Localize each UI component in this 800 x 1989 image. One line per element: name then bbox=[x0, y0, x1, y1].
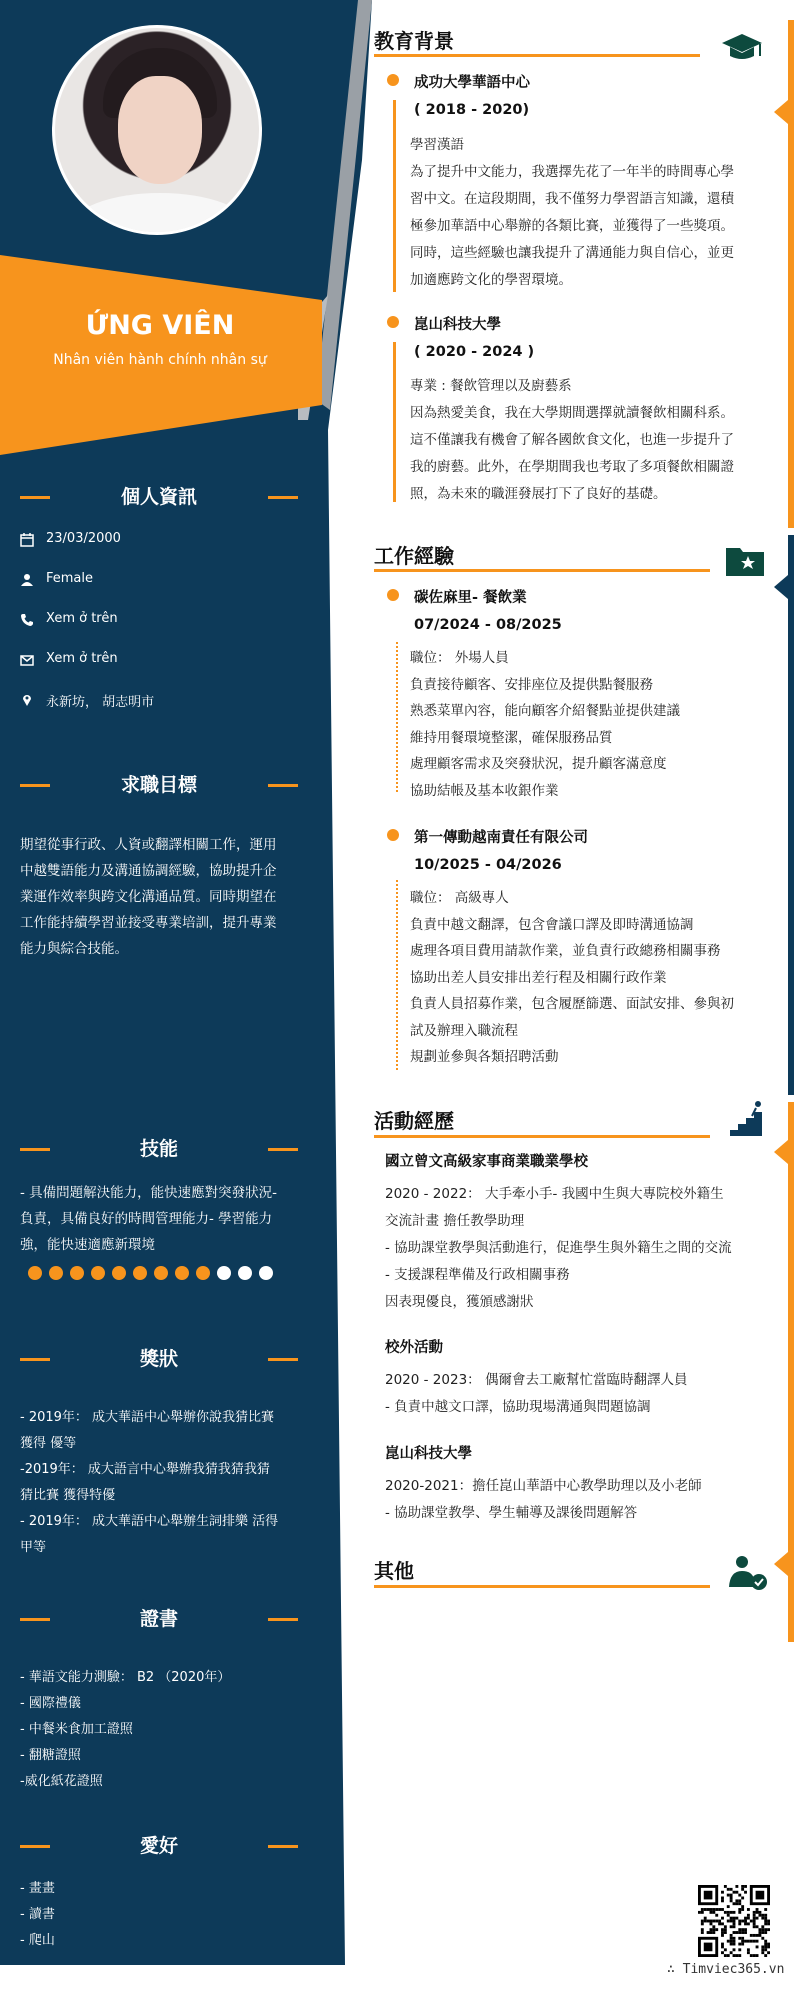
experience-bullet bbox=[387, 829, 399, 841]
education-underline bbox=[374, 54, 700, 57]
experience-duties: 職位： 外場人員 負責接待顧客、安排座位及提供點餐服務 熟悉菜單內容，能向顧客介紹餐點並提供建議 維持用餐環境整潔，確保服務品質 處理顧客需求及突發狀況，提升顧客滿意度 協助結帳及基本收銀作業 bbox=[410, 650, 680, 799]
activities-heading: 活動經歷 bbox=[374, 1109, 454, 1133]
edge-bar-activities bbox=[788, 1102, 794, 1642]
edge-bar-experience bbox=[788, 535, 794, 1095]
folder-star-icon bbox=[724, 540, 768, 580]
education-description: 學習漢語 為了提升中文能力，我選擇先花了一年半的時間專心學 習中文。在這段期間，我不僅努力學習語言知識，還積 極參加華語中心舉辦的各類比賽，並獲得了一些獎項。 同時，這些經驗也讓我提升了溝通能力與自信心，並更 加適應跨文化的學習環境。 bbox=[410, 137, 734, 288]
edge-bar-education bbox=[788, 20, 794, 528]
skill-dot-filled bbox=[196, 1266, 210, 1280]
candidate-name: ỨNG VIÊN bbox=[85, 310, 235, 341]
skill-dot-empty bbox=[259, 1266, 273, 1280]
location-icon bbox=[20, 693, 34, 707]
activity-title: 國立曾文高級家事商業職業學校 bbox=[385, 1154, 588, 1170]
skill-dot-filled bbox=[49, 1266, 63, 1280]
candidate-title: Nhân viên hành chính nhân sự bbox=[53, 352, 267, 368]
awards-text: - 2019年： 成大華語中心舉辦你說我猜比賽 獲得 優等 -2019年： 成大語言中心舉辦我猜我猜我猜 猜比賽 獲得特優 - 2019年： 成大華語中心舉辦生詞排樂 活得 甲等 bbox=[20, 1410, 279, 1555]
education-bullet bbox=[387, 74, 399, 86]
objective-heading: 求職目標 bbox=[20, 770, 298, 800]
brand-text: Timviec365.vn bbox=[682, 1962, 785, 1977]
skill-dot-empty bbox=[217, 1266, 231, 1280]
user-check-icon bbox=[726, 1553, 770, 1593]
phone-icon bbox=[20, 613, 34, 627]
edge-notch bbox=[774, 1140, 788, 1164]
others-heading: 其他 bbox=[374, 1559, 414, 1583]
others-underline bbox=[374, 1585, 710, 1588]
objective-text: 期望從事行政、人資或翻譯相關工作，運用 中越雙語能力及溝通協調經驗，協助提升企 業運作效率與跨文化溝通品質。同時期望在 工作能持續學習並接受專業培訓，提升專業 能力與綜合技能。 bbox=[20, 837, 277, 957]
skill-dot-filled bbox=[91, 1266, 105, 1280]
activity-title: 崑山科技大學 bbox=[385, 1446, 472, 1462]
personal-info-heading: 個人資訊 bbox=[20, 482, 298, 512]
brand-footer: ∴ Timviec365.vn bbox=[667, 1962, 785, 1977]
experience-bullet bbox=[387, 589, 399, 601]
experience-underline bbox=[374, 569, 710, 572]
activity-description: 2020 - 2023： 偶爾會去工廠幫忙當臨時翻譯人員 - 負責中越文口譯，協助現場溝通與問題協調 bbox=[385, 1372, 688, 1415]
skills-heading: 技能 bbox=[20, 1134, 298, 1164]
skill-dot-filled bbox=[28, 1266, 42, 1280]
graduation-cap-icon bbox=[720, 28, 764, 68]
education-timeline bbox=[393, 100, 396, 292]
skill-dot-filled bbox=[70, 1266, 84, 1280]
education-heading: 教育背景 bbox=[374, 29, 454, 53]
skills-text: - 具備問題解決能力，能快速應對突發狀況- 負責，具備良好的時間管理能力- 學習能力 強，能快速適應新環境 bbox=[20, 1185, 278, 1253]
experience-duties: 職位： 高級專人 負責中越文翻譯，包含會議口譯及即時溝通協調 處理各項目費用請款作業，並負責行政總務相關事務 協助出差人員安排出差行程及相關行政作業 負責人員招募作業，包含履歷篩選、面試安排、參與初 試及辦理入職流程 規劃並參與各類招聘活動 bbox=[410, 890, 734, 1065]
experience-period: 07/2024 - 08/2025 bbox=[414, 617, 562, 633]
calendar-icon bbox=[20, 533, 34, 547]
awards-heading: 獎狀 bbox=[20, 1344, 298, 1374]
certificates-heading: 證書 bbox=[20, 1604, 298, 1634]
experience-company: 碳佐麻里- 餐飲業 bbox=[414, 590, 527, 606]
activity-description: 2020-2021：擔任崑山華語中心教學助理以及小老師 - 協助課堂教學、學生輔導及課後問題解答 bbox=[385, 1478, 702, 1521]
experience-timeline bbox=[396, 880, 398, 1070]
qr-code-icon bbox=[698, 1885, 770, 1957]
education-period: ( 2018 - 2020) bbox=[414, 102, 530, 118]
education-school: 成功大學華語中心 bbox=[414, 75, 530, 91]
skill-dot-filled bbox=[175, 1266, 189, 1280]
edge-notch bbox=[774, 100, 788, 124]
edge-notch bbox=[774, 575, 788, 599]
education-description: 專業 : 餐飲管理以及廚藝系 因為熱愛美食，我在大學期間選擇就讀餐飲相關科系。 這不僅讓我有機會了解各國飲食文化，也進一步提升了 我的廚藝。此外，在學期間我也考取了多項餐飲相關證 照，為未來的職涯發展打下了良好的基礎。 bbox=[410, 378, 734, 502]
activities-underline bbox=[374, 1135, 710, 1138]
education-bullet bbox=[387, 316, 399, 328]
experience-period: 10/2025 - 04/2026 bbox=[414, 857, 562, 873]
email-icon bbox=[20, 653, 34, 667]
education-school: 崑山科技大學 bbox=[414, 317, 501, 333]
hobbies-text: - 畫畫 - 讀書 - 爬山 bbox=[20, 1881, 55, 1948]
education-period: ( 2020 - 2024 ) bbox=[414, 344, 535, 360]
hobbies-heading: 愛好 bbox=[20, 1831, 298, 1861]
skill-dot-filled bbox=[154, 1266, 168, 1280]
education-timeline bbox=[393, 342, 396, 502]
experience-timeline bbox=[396, 642, 398, 792]
user-icon bbox=[20, 573, 34, 587]
activity-description: 2020 - 2022： 大手牽小手- 我國中生與大專院校外籍生 交流計畫 擔任教學助理 - 協助課堂教學與活動進行，促進學生與外籍生之間的交流 - 支援課程準備及行政相關事務 因表現優良，獲頒感謝狀 bbox=[385, 1186, 732, 1310]
experience-heading: 工作經驗 bbox=[374, 544, 454, 568]
profile-photo bbox=[52, 25, 262, 235]
skill-dot-filled bbox=[133, 1266, 147, 1280]
stairs-icon bbox=[726, 1100, 770, 1140]
certificates-text: - 華語文能力測驗： B2 （2020年） - 國際禮儀 - 中餐米食加工證照 - 翻糖證照 -威化紙花證照 bbox=[20, 1670, 231, 1789]
edge-notch bbox=[774, 1552, 788, 1576]
skill-dot-filled bbox=[112, 1266, 126, 1280]
activity-title: 校外活動 bbox=[385, 1340, 443, 1356]
skill-dot-empty bbox=[238, 1266, 252, 1280]
experience-company: 第一傳動越南責任有限公司 bbox=[414, 830, 588, 846]
